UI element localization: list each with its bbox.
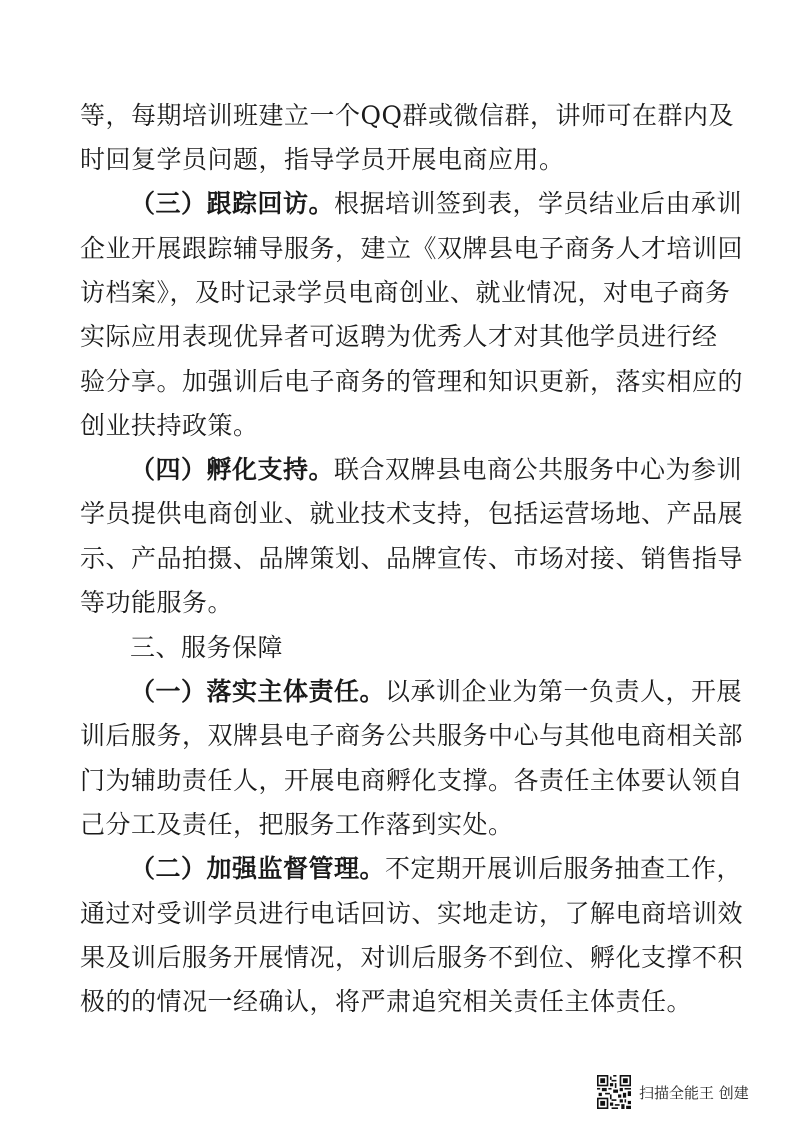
text-line: 果及训后服务开展情况，对训后服务不到位、孵化支撑不积 xyxy=(80,943,744,972)
text-line: 极的的情况一经确认，将严肃追究相关责任主体责任。 xyxy=(80,987,693,1016)
text-line: 训后服务，双牌县电子商务公共服务中心与其他电商相关部 xyxy=(80,721,744,750)
paragraph-lead xyxy=(130,184,742,224)
text-line: 己分工及责任，把服务工作落到实处。 xyxy=(80,810,514,839)
text-line: 时回复学员问题，指导学员开展电商应用。 xyxy=(80,145,565,174)
text-line: 学员提供电商创业、就业技术支持，包括运营场地、产品展 xyxy=(80,499,744,528)
text-line: 等功能服务。 xyxy=(80,588,234,617)
text-line: 验分享。加强训后电子商务的管理和知识更新，落实相应的 xyxy=(80,367,744,396)
scanner-watermark xyxy=(597,1072,749,1112)
text-line: 实际应用表现优异者可返聘为优秀人才对其他学员进行经 xyxy=(80,322,718,351)
scanner-credit-text: 扫描全能王 创建 xyxy=(639,1083,749,1102)
paragraph-lead xyxy=(130,450,742,490)
text-line: 访档案》，及时记录学员电商创业、就业情况，对电子商务 xyxy=(80,278,731,307)
paragraph-lead xyxy=(130,849,742,889)
subheading-responsibility: （一）落实主体责任。 xyxy=(130,677,386,706)
subheading-supervision: （二）加强监督管理。 xyxy=(130,854,386,883)
qr-code-icon xyxy=(597,1075,631,1109)
paragraph-text: 以承训企业为第一负责人，开展 xyxy=(385,677,743,706)
subheading-tracking-visit: （三）跟踪回访。 xyxy=(130,189,335,218)
text-line: 企业开展跟踪辅导服务，建立《双牌县电子商务人才培训回 xyxy=(80,234,744,263)
subheading-incubation-support: （四）孵化支持。 xyxy=(130,455,335,484)
text-line: 等，每期培训班建立一个QQ群或微信群，讲师可在群内及 xyxy=(80,101,734,130)
paragraph-lead xyxy=(130,672,742,712)
paragraph-text: 根据培训签到表，学员结业后由承训 xyxy=(334,189,743,218)
paragraph-text: 不定期开展训后服务抽查工作， xyxy=(385,854,743,883)
text-line: 创业扶持政策。 xyxy=(80,411,259,440)
section-heading: 三、服务保障 xyxy=(130,633,284,662)
paragraph-text: 联合双牌县电商公共服务中心为参训 xyxy=(334,455,743,484)
text-line: 示、产品拍摄、品牌策划、品牌宣传、市场对接、销售指导 xyxy=(80,544,744,573)
text-line: 门为辅助责任人，开展电商孵化支撑。各责任主体要认领自 xyxy=(80,766,744,795)
text-line: 通过对受训学员进行电话回访、实地走访，了解电商培训效 xyxy=(80,899,744,928)
